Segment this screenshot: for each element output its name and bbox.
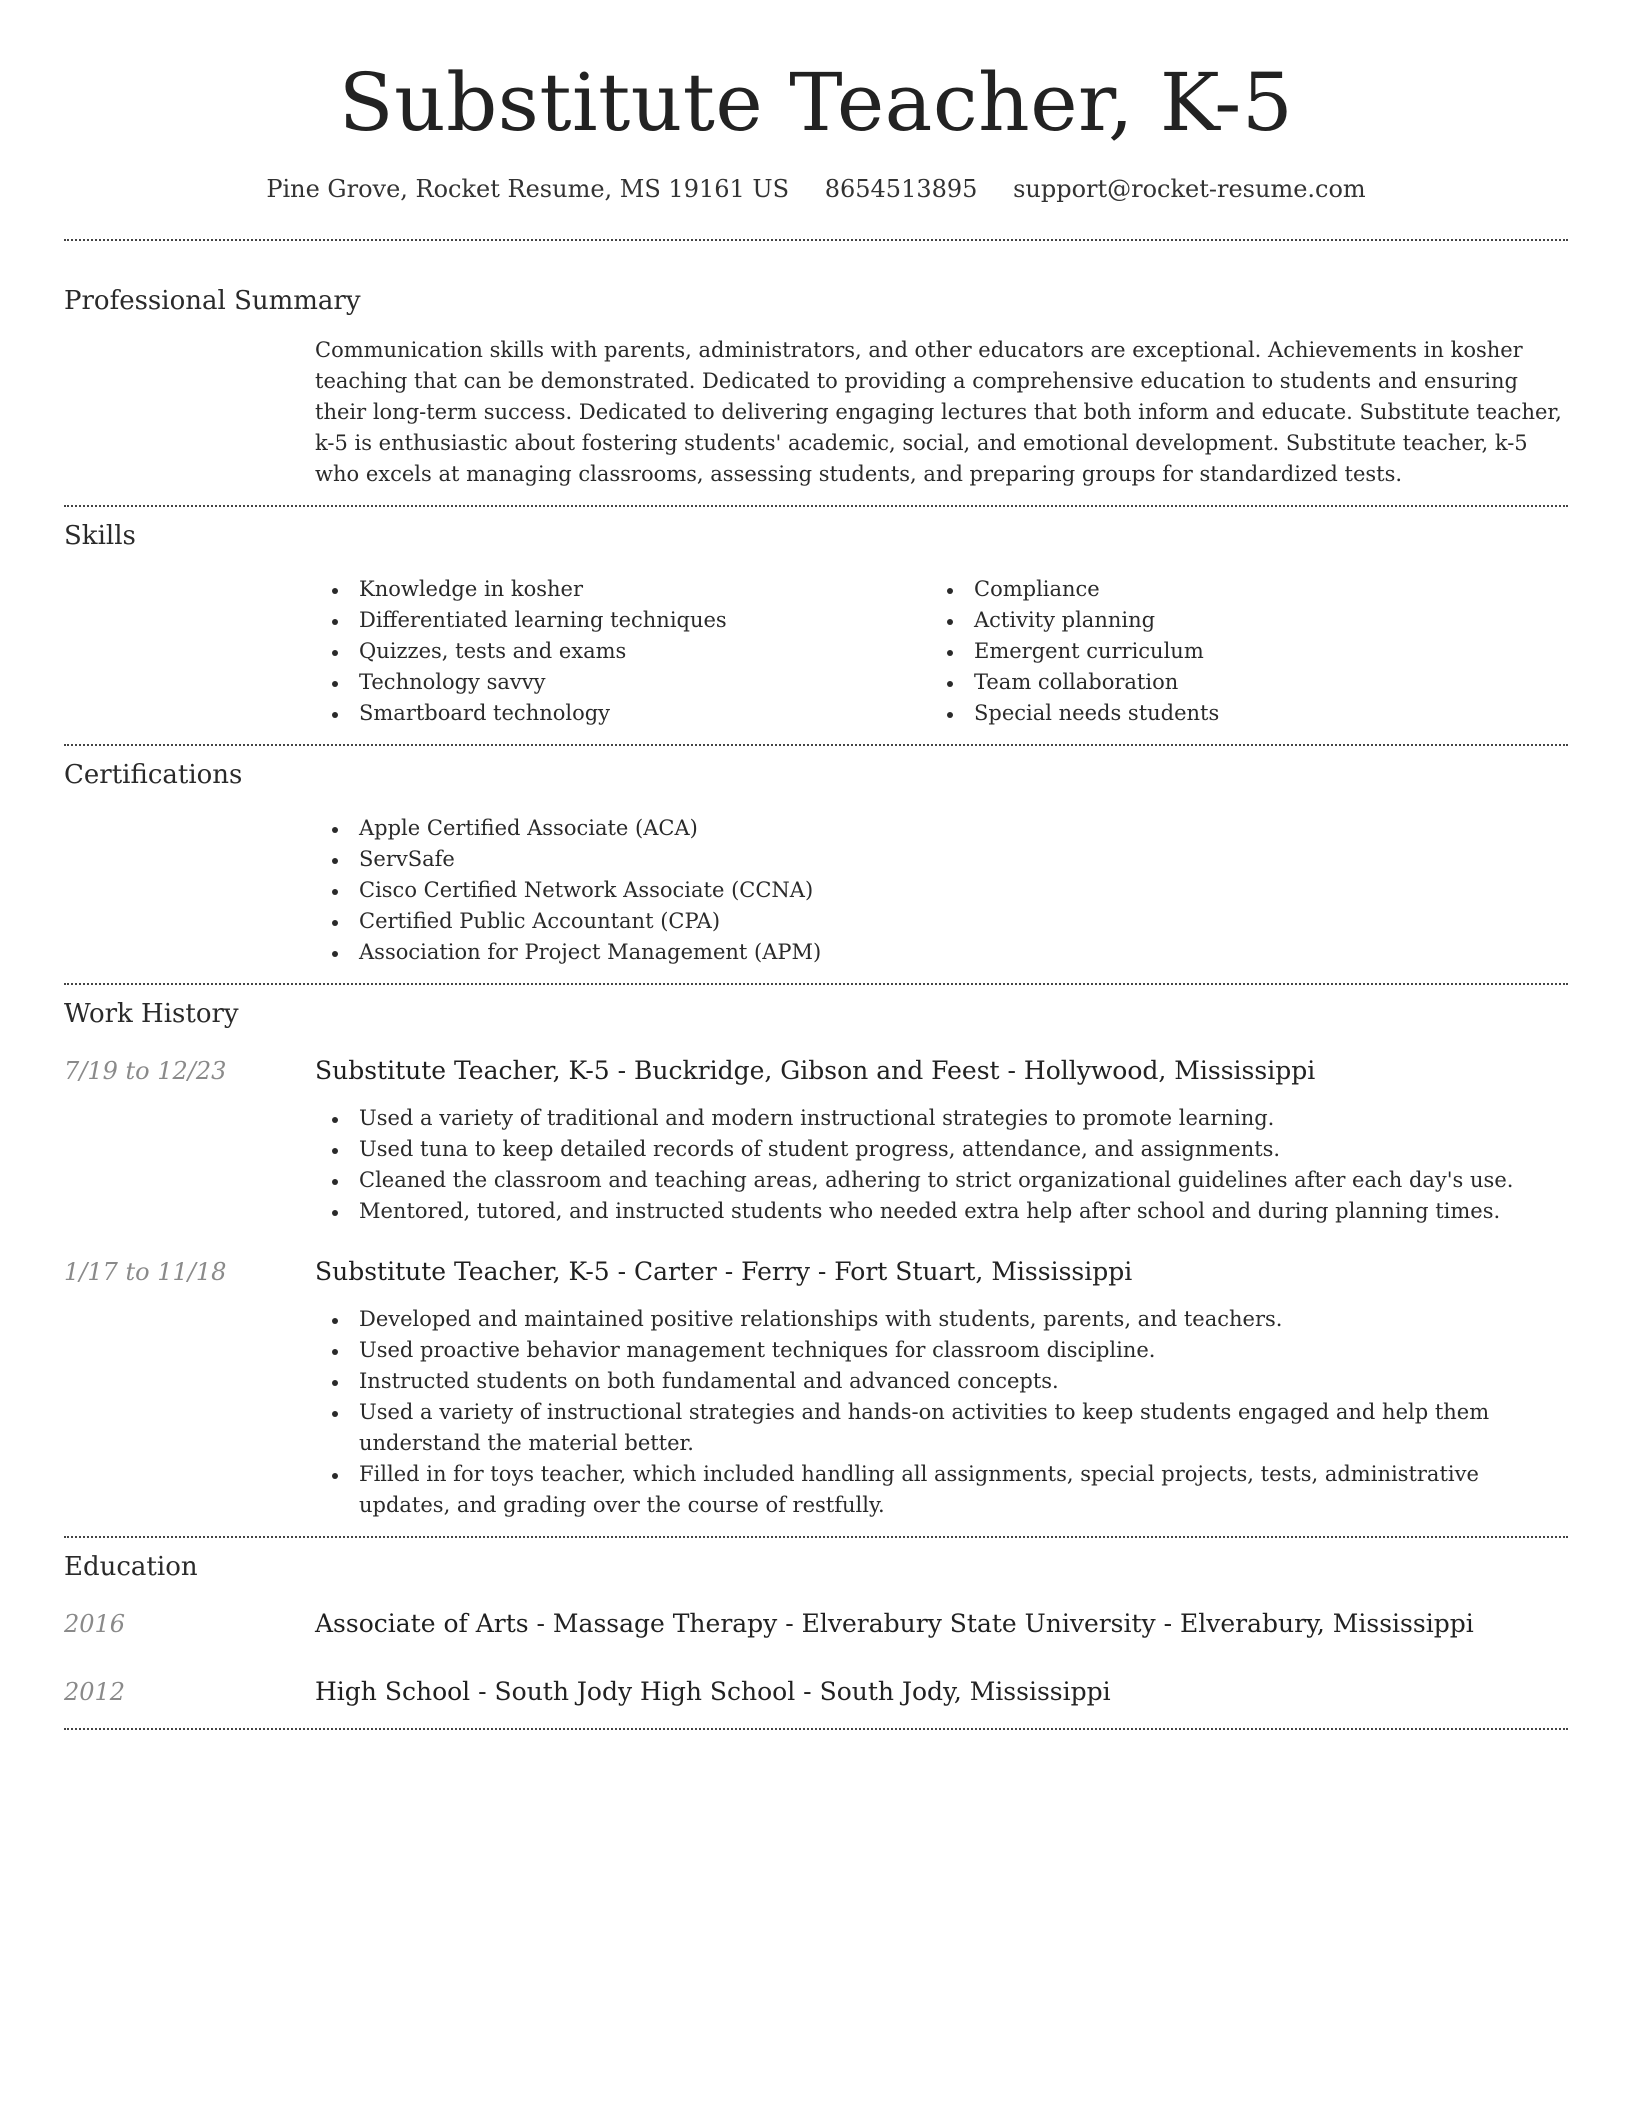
certification-item: Apple Certified Associate (ACA)	[315, 813, 1568, 844]
divider	[64, 505, 1568, 507]
job-bullets	[315, 1304, 1568, 1521]
divider	[64, 1536, 1568, 1538]
summary-heading: Professional Summary	[64, 286, 361, 316]
job-bullet: Cleaned the classroom and teaching areas, adhering to strict organizational guidelines after each day's use.	[315, 1165, 1568, 1196]
skill-item: Emergent curriculum	[930, 636, 1545, 667]
education-school: - South Jody High School - South Jody, Mississippi	[470, 1677, 1111, 1706]
job-title: Substitute Teacher, K-5	[315, 1257, 610, 1286]
job-entry	[64, 1255, 1568, 1289]
job-bullets	[315, 1103, 1568, 1227]
certification-item: ServSafe	[315, 844, 1568, 875]
certification-item: Certified Public Accountant (CPA)	[315, 906, 1568, 937]
contact-line	[64, 172, 1568, 206]
resume-name: Substitute Teacher, K-5	[338, 56, 1294, 149]
job-bullet: Used a variety of instructional strategies and hands-on activities to keep students engaged and help them understand the material better.	[315, 1397, 1568, 1459]
job-bullet: Instructed students on both fundamental and advanced concepts.	[315, 1366, 1568, 1397]
education-year: 2016	[64, 1610, 126, 1638]
education-degree: Associate of Arts	[315, 1609, 529, 1638]
job-bullet: Used tuna to keep detailed records of student progress, attendance, and assignments.	[315, 1134, 1568, 1165]
education-degree: High School	[315, 1677, 471, 1706]
skill-item: Smartboard technology	[315, 698, 930, 729]
certification-item: Association for Project Management (APM)	[315, 937, 1568, 968]
summary-text: Communication skills with parents, administrators, and other educators are exceptional. Achievements in kosher teaching that can be demonstrated. Dedicated to providing a comprehensive education to students and ensuring their long-term success. Dedicated to delivering engaging lectures that both inform and educate. Substitute teacher, k-5 is enthusiastic about fostering students' academic, social, and emotional development. Substitute teacher, k-5 who excels at managing classrooms, assessing students, and preparing groups for standardized tests.	[315, 338, 1562, 486]
job-bullet: Developed and maintained positive relationships with students, parents, and teachers.	[315, 1304, 1568, 1335]
skill-item: Special needs students	[930, 698, 1545, 729]
skill-item: Knowledge in kosher	[315, 574, 930, 605]
contact-address: Pine Grove, Rocket Resume, MS 19161 US	[266, 175, 790, 203]
skill-item: Activity planning	[930, 605, 1545, 636]
work-heading: Work History	[64, 999, 239, 1029]
job-bullet: Used proactive behavior management techniques for classroom discipline.	[315, 1335, 1568, 1366]
job-employer: - Carter - Ferry - Fort Stuart, Mississippi	[609, 1257, 1133, 1286]
contact-email: support@rocket-resume.com	[1013, 175, 1366, 203]
education-year: 2012	[64, 1678, 126, 1706]
certifications-heading: Certifications	[64, 760, 243, 790]
education-entry	[64, 1675, 1568, 1709]
skills-list	[315, 574, 1568, 729]
job-bullet: Used a variety of traditional and modern instructional strategies to promote learning.	[315, 1103, 1568, 1134]
job-dates: 1/17 to 11/18	[64, 1258, 227, 1286]
education-heading-line	[315, 1675, 1111, 1709]
skill-item: Differentiated learning techniques	[315, 605, 930, 636]
resume-page	[64, 0, 1568, 1730]
divider	[64, 983, 1568, 985]
skill-item: Compliance	[930, 574, 1545, 605]
divider	[64, 239, 1568, 241]
certification-item: Cisco Certified Network Associate (CCNA)	[315, 875, 1568, 906]
skill-item: Technology savvy	[315, 667, 930, 698]
education-school: - Massage Therapy - Elverabury State University - Elverabury, Mississippi	[528, 1609, 1474, 1638]
skills-heading: Skills	[64, 521, 136, 551]
skill-item: Team collaboration	[930, 667, 1545, 698]
job-entry	[64, 1054, 1568, 1088]
job-heading	[315, 1054, 1315, 1088]
job-bullet: Filled in for toys teacher, which included handling all assignments, special projects, tests, administrative updates, and grading over the course of restfully.	[315, 1459, 1568, 1521]
skill-item: Quizzes, tests and exams	[315, 636, 930, 667]
certifications-list	[315, 813, 1568, 968]
divider	[64, 744, 1568, 746]
education-entry	[64, 1607, 1568, 1641]
contact-phone: 8654513895	[824, 175, 978, 203]
education-heading: Education	[64, 1552, 198, 1582]
job-heading	[315, 1255, 1132, 1289]
job-title: Substitute Teacher, K-5	[315, 1056, 610, 1085]
divider	[64, 1728, 1568, 1730]
education-heading-line	[315, 1607, 1474, 1641]
job-bullet: Mentored, tutored, and instructed students who needed extra help after school and during planning times.	[315, 1196, 1568, 1227]
job-employer: - Buckridge, Gibson and Feest - Hollywood, Mississippi	[609, 1056, 1316, 1085]
job-dates: 7/19 to 12/23	[64, 1057, 227, 1085]
